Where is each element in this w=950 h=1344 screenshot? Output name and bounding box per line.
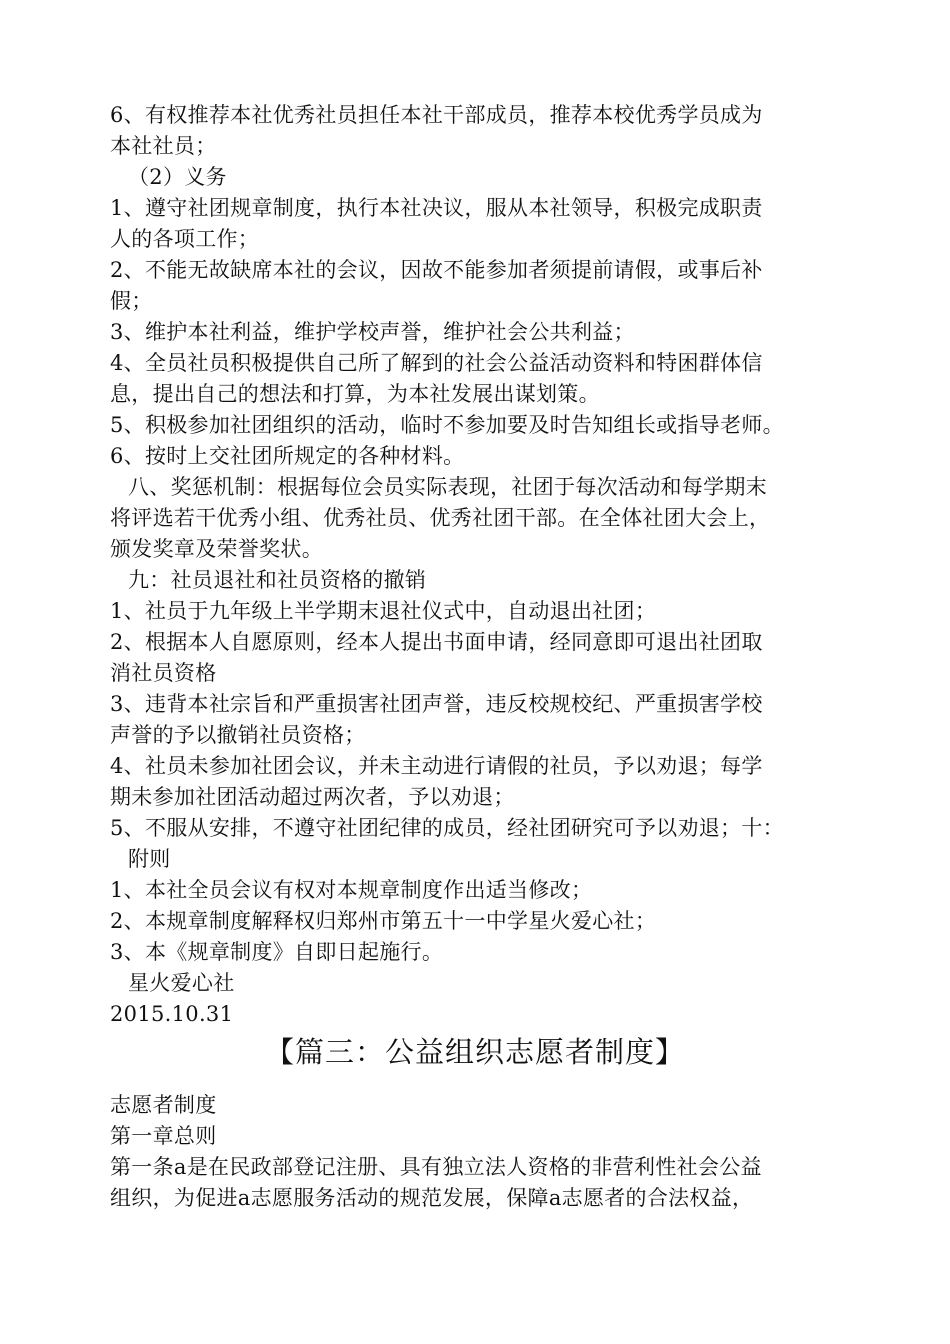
text-line: 2、不能无故缺席本社的会议，因故不能参加者须提前请假，或事后补 (110, 258, 763, 282)
text-line: 3、违背本社宗旨和严重损害社团声誉，违反校规校纪、严重损害学校 (110, 692, 763, 716)
text-line: 九：社员退社和社员资格的撤销 (128, 568, 427, 592)
text-line: 消社员资格 (110, 661, 217, 685)
text-line: 5、积极参加社团组织的活动，临时不参加要及时告知组长或指导老师。 (110, 413, 784, 437)
text-line: 3、本《规章制度》自即日起施行。 (110, 940, 444, 964)
text-line: 八、奖惩机制：根据每位会员实际表现，社团于每次活动和每学期末 (128, 475, 767, 499)
text-line: 颁发奖章及荣誉奖状。 (110, 537, 323, 561)
text-line: 期未参加社团活动超过两次者，予以劝退； (110, 785, 515, 809)
text-line: 息，提出自己的想法和打算，为本社发展出谋划策。 (110, 382, 600, 406)
text-line: 组织，为促进a志愿服务活动的规范发展，保障a志愿者的合法权益， (110, 1186, 754, 1210)
text-line: 5、不服从安排，不遵守社团纪律的成员，经社团研究可予以劝退；十： (110, 816, 784, 840)
text-line: 第一条a是在民政部登记注册、具有独立法人资格的非营利性社会公益 (110, 1155, 762, 1179)
text-line: 1、遵守社团规章制度，执行本社决议，服从本社领导，积极完成职责 (110, 196, 763, 220)
text-line: 人的各项工作； (110, 227, 260, 251)
section-a-text (110, 100, 850, 1030)
text-line: （2）义务 (128, 165, 227, 189)
text-line: 2、根据本人自愿原则，经本人提出书面申请，经同意即可退出社团取 (110, 630, 763, 654)
text-line: 1、社员于九年级上半学期末退社仪式中，自动退出社团； (110, 599, 657, 623)
text-line: 本社社员； (110, 134, 217, 158)
text-line: 3、维护本社利益，维护学校声誉，维护社会公共利益； (110, 320, 635, 344)
text-line: 4、社员未参加社团会议，并未主动进行请假的社员，予以劝退；每学 (110, 754, 763, 778)
text-line: 1、本社全员会议有权对本规章制度作出适当修改； (110, 878, 593, 902)
text-line: 附则 (128, 847, 171, 871)
text-line: 6、按时上交社团所规定的各种材料。 (110, 444, 465, 468)
text-line: 假； (110, 289, 153, 313)
signature-date: 2015.10.31 (110, 1002, 234, 1026)
text-line: 将评选若干优秀小组、优秀社员、优秀社团干部。在全体社团大会上， (110, 506, 771, 530)
section-b-text (110, 1090, 850, 1214)
signature-org: 星火爱心社 (128, 971, 235, 995)
section-heading: 【篇三：公益组织志愿者制度】 (264, 1035, 685, 1069)
text-line: 第一章总则 (110, 1124, 217, 1148)
text-line: 志愿者制度 (110, 1093, 217, 1117)
text-line: 4、全员社员积极提供自己所了解到的社会公益活动资料和特困群体信 (110, 351, 763, 375)
text-line: 6、有权推荐本社优秀社员担任本社干部成员，推荐本校优秀学员成为 (110, 103, 763, 127)
text-line: 声誉的予以撤销社员资格； (110, 723, 366, 747)
text-line: 2、本规章制度解释权归郑州市第五十一中学星火爱心社； (110, 909, 657, 933)
